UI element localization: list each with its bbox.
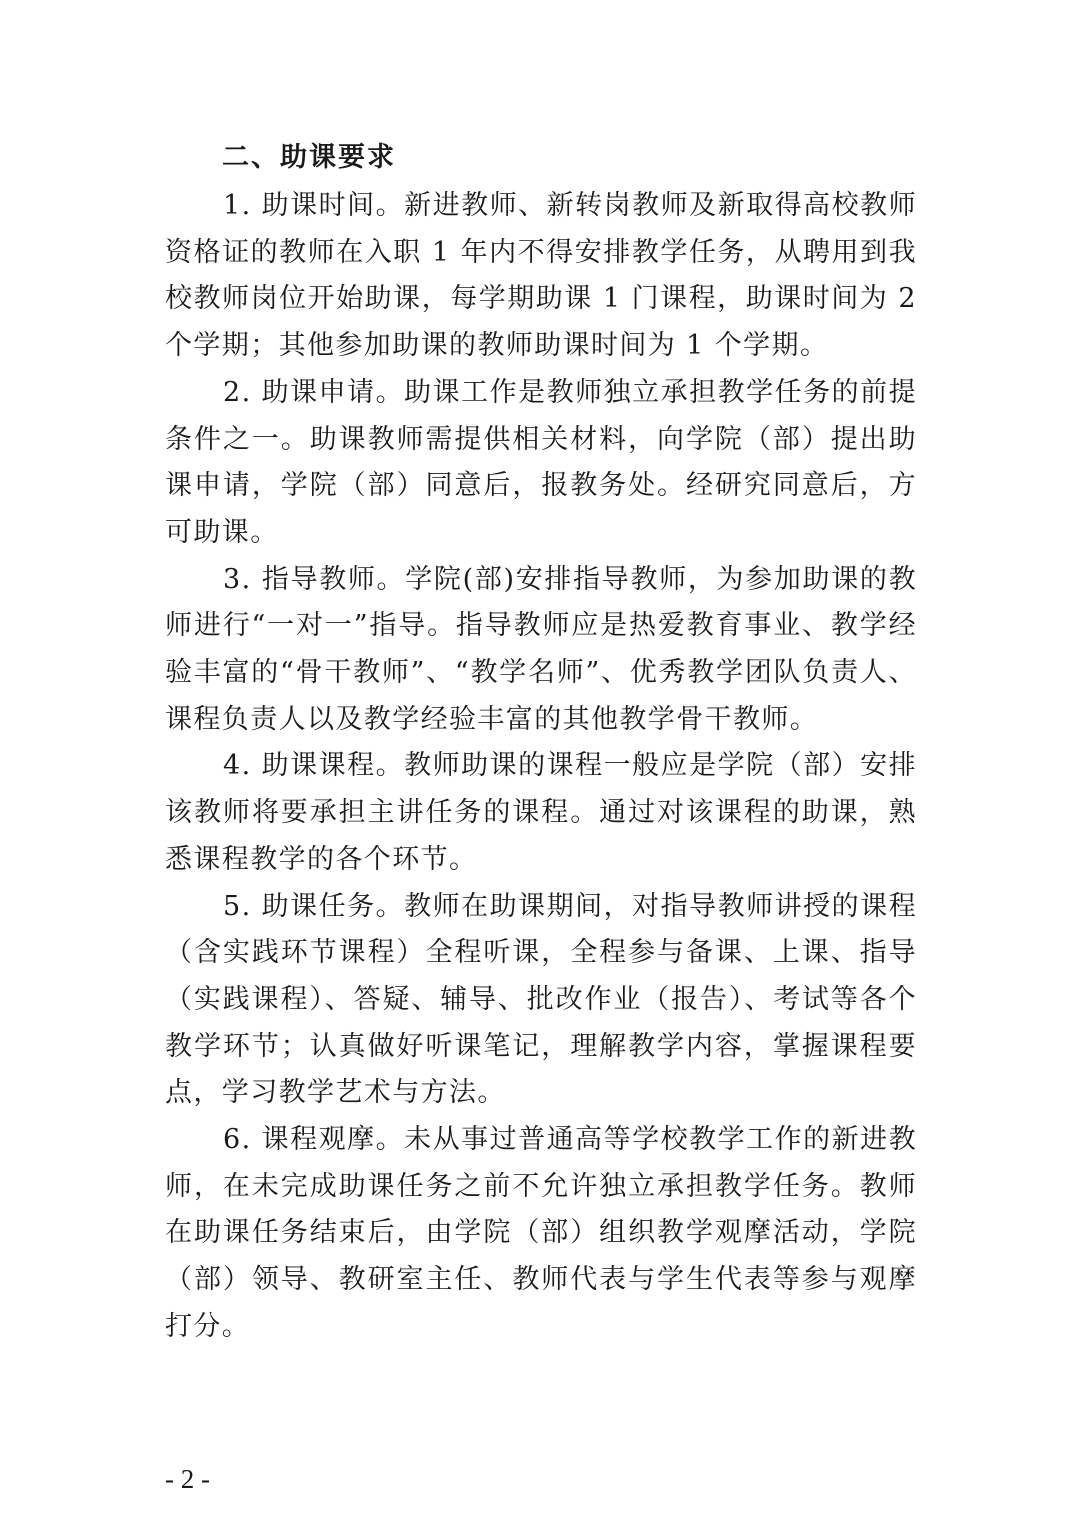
section-heading: 二、助课要求 xyxy=(222,142,396,173)
paragraph-mentor-teacher: 3. 指导教师。学院(部)安排指导教师，为参加助课的教师进行“一对一”指导。指导教师应是热爱教育事业、教学经验丰富的“骨干教师”、“教学名师”、优秀教学团队负责人、课程负责人以及教学经验丰富的其他教学骨干教师。 xyxy=(165,563,917,735)
paragraph-assist-time: 1. 助课时间。新进教师、新转岗教师及新取得高校教师资格证的教师在入职 1 年内不得安排教学任务，从聘用到我校教师岗位开始助课，每学期助课 1 门课程，助课时间为 2 个学期；其他参加助课的教师助课时间为 1 个学期。 xyxy=(165,190,917,362)
paragraph-assist-application: 2. 助课申请。助课工作是教师独立承担教学任务的前提条件之一。助课教师需提供相关材料，向学院（部）提出助课申请，学院（部）同意后，报教务处。经研究同意后，方可助课。 xyxy=(165,376,917,548)
paragraph-assist-course: 4. 助课课程。教师助课的课程一般应是学院（部）安排该教师将要承担主讲任务的课程。通过对该课程的助课，熟悉课程教学的各个环节。 xyxy=(165,750,917,875)
page-number: - 2 - xyxy=(165,1464,210,1494)
paragraph-course-observation: 6. 课程观摩。未从事过普通高等学校教学工作的新进教师，在未完成助课任务之前不允许独立承担教学任务。教师在助课任务结束后，由学院（部）组织教学观摩活动，学院（部）领导、教研室主任、教师代表与学生代表等参与观摩打分。 xyxy=(165,1124,917,1342)
paragraph-assist-tasks: 5. 助课任务。教师在助课期间，对指导教师讲授的课程（含实践环节课程）全程听课，全程参与备课、上课、指导（实践课程）、答疑、辅导、批改作业（报告）、考试等各个教学环节；认真做好听课笔记，理解教学内容，掌握课程要点，学习教学艺术与方法。 xyxy=(165,890,917,1109)
body-text xyxy=(165,183,917,1351)
